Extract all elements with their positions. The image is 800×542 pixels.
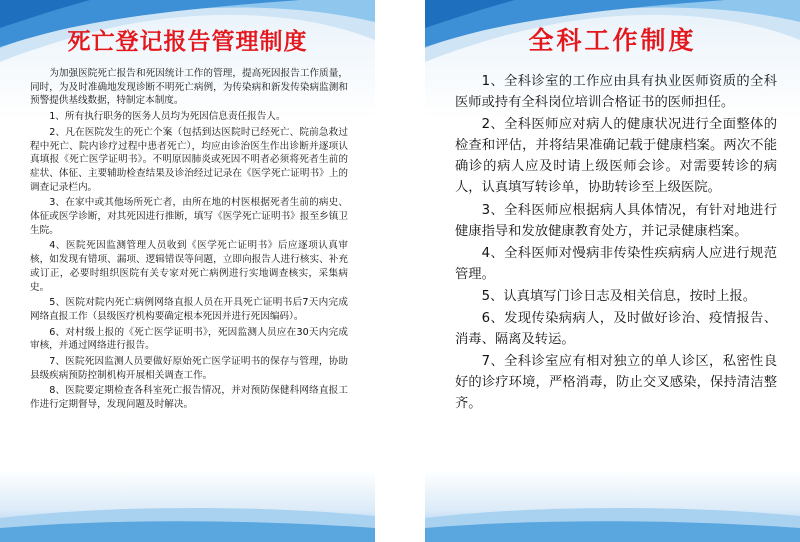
paragraph: 为加强医院死亡报告和死因统计工作的管理，提高死因报告工作质量，同时，为及时准确地发现诊断不明死亡病例，为传染病和新发传染病监测和预警提供基线数据，特制定本制度。 <box>30 68 348 107</box>
paragraph: 7、医院死因监测人员要做好原始死亡医学证明书的保存与管理，协助县级疾病预防控制机构开展相关调查工作。 <box>30 356 348 381</box>
paragraph: 8、医院要定期检查各科室死亡报告情况，并对预防保健科网络直报工作进行定期督导，发现问题及时解决。 <box>30 385 348 411</box>
paragraph: 7、全科诊室应有相对独立的单人诊区，私密性良好的诊疗环境，严格消毒，防止交叉感染，保持清洁整齐。 <box>455 354 777 412</box>
board-gap <box>375 0 425 542</box>
paragraph: 3、在家中或其他场所死亡者，由所在地的村医根据死者生前的病史、体征或医学诊断，对其死因进行推断，填写《医学死亡证明书》报至乡镇卫生院。 <box>30 197 348 236</box>
left-board-body <box>30 67 348 414</box>
paragraph: 1、全科诊室的工作应由具有执业医师资质的全科医师或持有全科岗位培训合格证书的医师担任。 <box>455 74 777 111</box>
paragraph: 5、医院对院内死亡病例网络直报人员在开具死亡证明书后7天内完成网络直报工作（县级医疗机构要确定根本死因并进行死因编码）。 <box>30 297 348 322</box>
left-board-title: 死亡登记报告管理制度 <box>67 29 308 55</box>
paragraph: 6、对村级上报的《死亡医学证明书》，死因监测人员应在30天内完成审核，并通过网络进行报告。 <box>30 326 348 352</box>
paragraph: 6、发现传染病病人，及时做好诊治、疫情报告、消毒、隔离及转运。 <box>455 311 777 348</box>
right-board-body <box>455 71 777 416</box>
paragraph: 3、全科医师应根据病人具体情况，有针对地进行健康指导和发放健康教育处方，并记录健康档案。 <box>455 202 777 239</box>
bottom-wave-decoration <box>0 498 375 542</box>
bottom-wave-decoration <box>425 498 800 542</box>
right-board <box>425 0 800 542</box>
paragraph: 4、医院死因监测管理人员收到《医学死亡证明书》后应逐项认真审核，如发现有错项、漏项、逻辑错误等问题，立即向报告人进行核实、补充或订正，必要时组织医院有关专家对死亡病例进行实地调查核实，采集病史。 <box>30 240 348 293</box>
paragraph: 2、全科医师应对病人的健康状况进行全面整体的检查和评估，并将结果准确记载于健康档案。两次不能确诊的病人应及时请上级医师会诊。对需要转诊的病人，认真填写转诊单，协助转诊至上级医院。 <box>455 117 777 196</box>
paragraph: 1、所有执行职务的医务人员均为死因信息责任报告人。 <box>49 111 286 123</box>
paragraph: 5、认真填写门诊日志及相关信息，按时上报。 <box>481 288 756 304</box>
paragraph: 2、凡在医院发生的死亡个案（包括到达医院时已经死亡、院前急救过程中死亡、院内诊疗过程中患者死亡），均应由诊治医生作出诊断并逐项认真填报《死亡医学证明书》。不明原因肺炎或死因不明者必须将死者生前的症状、体征、主要辅助检查结果及诊治经过记录在《医学死亡证明书》上的调查记录栏内。 <box>30 126 348 193</box>
right-board-title: 全科工作制度 <box>528 26 697 55</box>
paragraph: 4、全科医师对慢病非传染性疾病病人应进行规范管理。 <box>455 245 777 282</box>
left-board <box>0 0 375 542</box>
